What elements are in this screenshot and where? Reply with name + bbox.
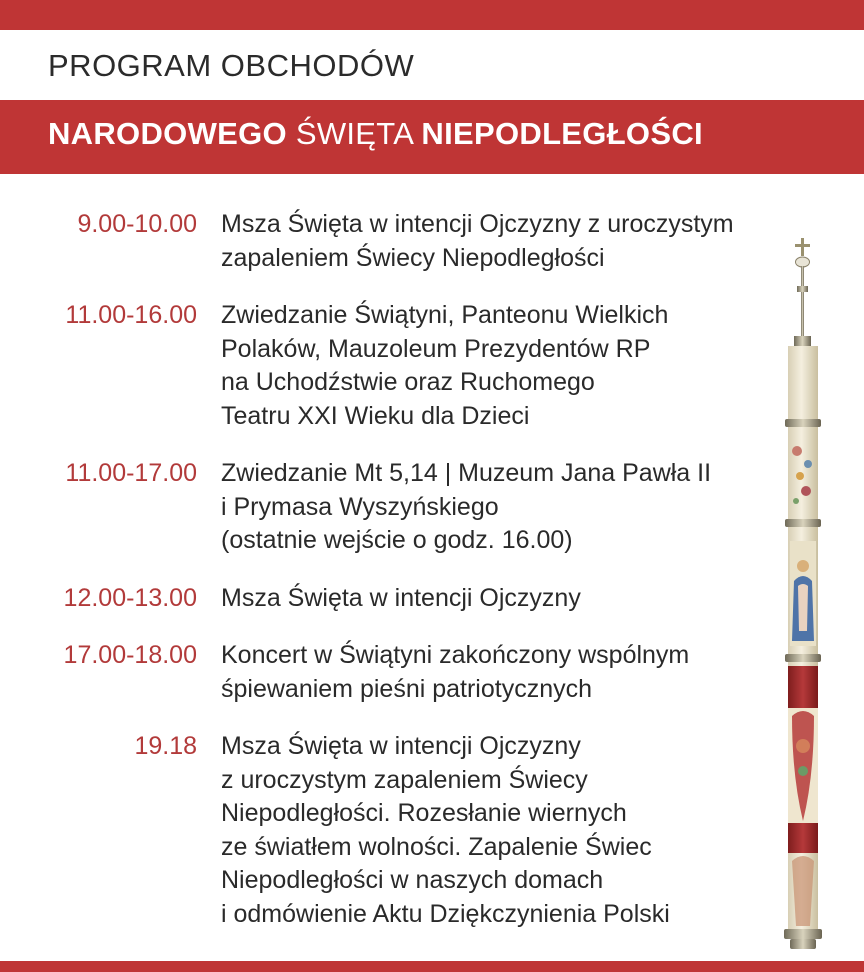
event-time: 11.00-16.00	[65, 301, 197, 329]
event-line: i Prymasa Wyszyńskiego	[221, 492, 499, 521]
event-line: Zwiedzanie Mt 5,14 | Muzeum Jana Pawła II	[221, 459, 712, 487]
event-description	[221, 457, 786, 558]
event-time: 17.00-18.00	[63, 641, 197, 669]
event-description	[221, 208, 786, 275]
decorated-candle-icon	[770, 236, 836, 952]
event-line: Msza Święta w intencji Ojczyzny	[221, 732, 581, 760]
event-description	[221, 730, 786, 931]
event-description	[221, 299, 786, 433]
event-line: Niepodległości w naszych domach	[221, 866, 604, 894]
title-word-narodowego: NARODOWEGO	[48, 116, 287, 151]
event-line: zapaleniem Świecy Niepodległości	[221, 243, 605, 272]
event-line: Msza Święta w intencji Ojczyzny	[221, 584, 581, 612]
event-line: Koncert w Świątyni zakończony wspólnym	[221, 641, 690, 669]
event-line: ze światłem wolności. Zapalenie Świec	[221, 832, 652, 861]
event-time: 9.00-10.00	[77, 210, 197, 238]
page-title-line1: PROGRAM OBCHODÓW	[48, 48, 415, 83]
event-time: 19.18	[134, 732, 197, 760]
title-band	[0, 100, 864, 174]
event-line: Polaków, Mauzoleum Prezydentów RP	[221, 334, 651, 363]
top-accent-bar	[0, 0, 864, 30]
event-line: Zwiedzanie Świątyni, Panteonu Wielkich	[221, 301, 669, 329]
event-description	[221, 639, 786, 706]
event-line: Niepodległości. Rozesłanie wiernych	[221, 799, 627, 827]
event-line: Msza Święta w intencji Ojczyzny z uroczystym	[221, 210, 734, 238]
bottom-accent-bar	[0, 961, 864, 972]
event-line: na Uchodźstwie oraz Ruchomego	[221, 368, 595, 396]
event-line: Teatru XXI Wieku dla Dzieci	[221, 401, 530, 430]
event-line: z uroczystym zapaleniem Świecy	[221, 765, 588, 794]
event-line: i odmówienie Aktu Dziękczynienia Polski	[221, 899, 670, 928]
page-title-line2	[48, 116, 703, 152]
event-line: (ostatnie wejście o godz. 16.00)	[221, 526, 573, 554]
title-word-niepodleglosci: NIEPODLEGŁOŚCI	[421, 116, 703, 151]
title-word-swieta: ŚWIĘTA	[295, 116, 413, 151]
event-line: śpiewaniem pieśni patriotycznych	[221, 674, 593, 703]
event-time: 12.00-13.00	[63, 584, 197, 612]
event-time: 11.00-17.00	[65, 459, 197, 487]
event-description	[221, 582, 786, 616]
